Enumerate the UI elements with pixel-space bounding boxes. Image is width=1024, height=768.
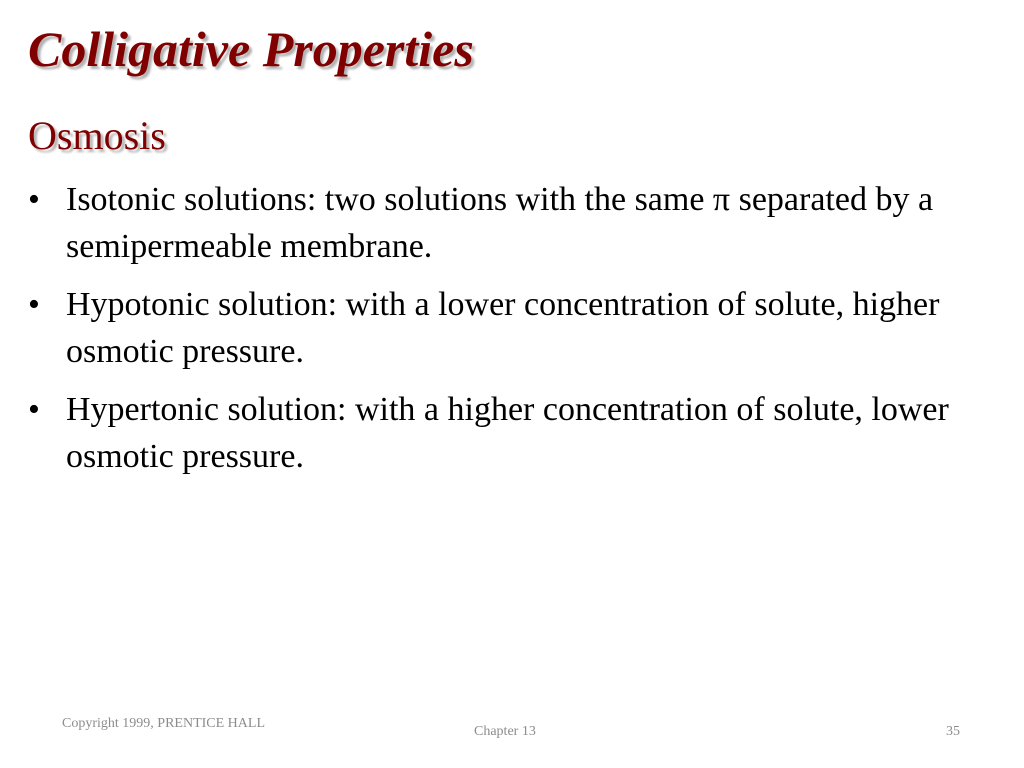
bullet-icon: • [28,391,40,428]
bullet-text-isotonic: Isotonic solutions: two solutions with the same π separated by a semipermeable membrane. [66,181,934,265]
footer-copyright: Copyright 1999, PRENTICE HALL [62,716,265,731]
bullet-icon: • [28,286,40,323]
footer-page-number: 35 [946,724,960,739]
bullet-list [28,176,988,491]
slide-title: Colligative Properties [28,21,474,77]
bullet-text-hypertonic: Hypertonic solution: with a higher concentration of solute, lower osmotic pressure. [66,391,949,475]
bullet-item-isotonic [28,176,988,270]
footer-chapter: Chapter 13 [474,724,536,739]
slide-subtitle: Osmosis [28,113,166,158]
bullet-item-hypertonic [28,386,988,480]
bullet-icon: • [28,181,40,218]
bullet-item-hypotonic [28,281,988,375]
bullet-text-hypotonic: Hypotonic solution: with a lower concentration of solute, higher osmotic pressure. [66,286,940,370]
